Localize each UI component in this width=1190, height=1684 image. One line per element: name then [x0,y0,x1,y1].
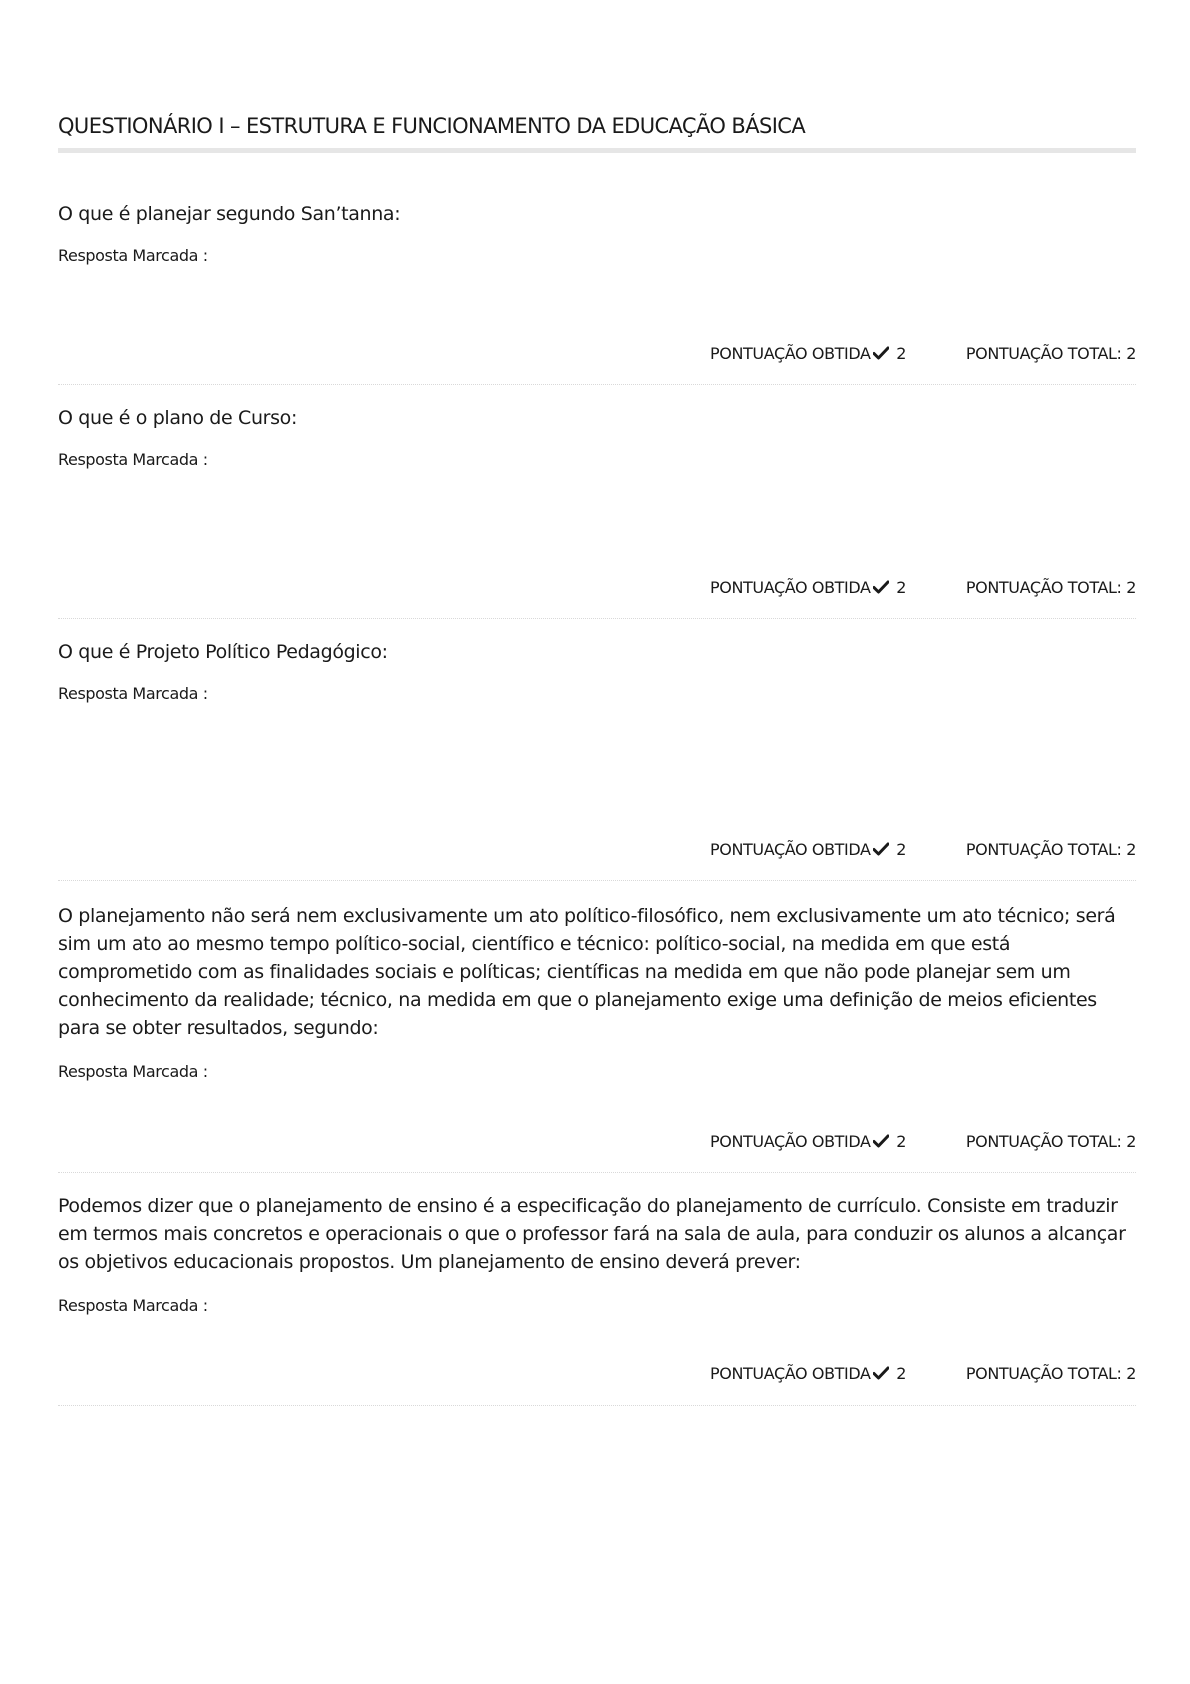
score-obtained [710,344,906,363]
question-divider [58,1172,1136,1173]
score-row [58,578,1136,602]
score-total: PONTUAÇÃO TOTAL: 2 [965,578,1136,597]
check-icon [873,580,889,594]
score-obtained-value: 2 [891,344,906,363]
score-row [58,840,1136,864]
score-obtained-label: PONTUAÇÃO OBTIDA [710,578,871,597]
score-total: PONTUAÇÃO TOTAL: 2 [965,1364,1136,1383]
question-text: O que é Projeto Político Pedagógico: [58,641,388,663]
question-divider [58,880,1136,881]
question-divider [58,618,1136,619]
score-obtained [710,1364,906,1383]
check-icon [873,1366,889,1380]
question-text: O que é planejar segundo San’tanna: [58,203,401,225]
question-4 [58,902,1136,1042]
score-obtained [710,578,906,597]
check-icon [873,1134,889,1148]
answer-marked-label: Resposta Marcada : [58,246,208,265]
answer-marked-label: Resposta Marcada : [58,1062,208,1081]
question-text: O planejamento não será nem exclusivamente um ato político-filosófico, nem exclusivamente um ato técnico; será sim um ato ao mesmo tempo político-social, científico e técnico: político-social, na medida em que está comprometido com as finalidades sociais e políticas; científicas na medida em que não pode planejar sem um conhecimento da realidade; técnico, na medida em que o planejamento exige uma definição de meios eficientes para se obter resultados, segundo: [58,905,1116,1039]
answer-marked-label: Resposta Marcada : [58,1296,208,1315]
score-obtained [710,840,906,859]
title-divider [58,148,1136,153]
question-2 [58,404,1136,432]
score-row [58,344,1136,368]
score-obtained-label: PONTUAÇÃO OBTIDA [710,840,871,859]
score-total: PONTUAÇÃO TOTAL: 2 [965,344,1136,363]
score-obtained-label: PONTUAÇÃO OBTIDA [710,1132,871,1151]
score-obtained-value: 2 [891,1132,906,1151]
score-total: PONTUAÇÃO TOTAL: 2 [965,1132,1136,1151]
question-divider [58,384,1136,385]
question-text: Podemos dizer que o planejamento de ensino é a especificação do planejamento de currículo. Consiste em traduzir em termos mais concretos e operacionais o que o professor fará na sala de aula, para conduzir os alunos a alcançar os objetivos educacionais propostos. Um planejamento de ensino deverá prever: [58,1195,1126,1273]
score-obtained-value: 2 [891,1364,906,1383]
check-icon [873,346,889,360]
score-obtained-value: 2 [891,578,906,597]
answer-marked-label: Resposta Marcada : [58,450,208,469]
score-obtained-label: PONTUAÇÃO OBTIDA [710,344,871,363]
check-icon [873,842,889,856]
answer-marked-label: Resposta Marcada : [58,684,208,703]
page-title: QUESTIONÁRIO I – ESTRUTURA E FUNCIONAMENTO DA EDUCAÇÃO BÁSICA [58,114,806,139]
score-total: PONTUAÇÃO TOTAL: 2 [965,840,1136,859]
score-obtained-value: 2 [891,840,906,859]
question-text: O que é o plano de Curso: [58,407,297,429]
question-5 [58,1192,1136,1276]
score-obtained-label: PONTUAÇÃO OBTIDA [710,1364,871,1383]
score-row [58,1132,1136,1156]
score-obtained [710,1132,906,1151]
question-1 [58,200,1136,228]
question-3 [58,638,1136,666]
question-divider [58,1405,1136,1406]
score-row [58,1364,1136,1388]
